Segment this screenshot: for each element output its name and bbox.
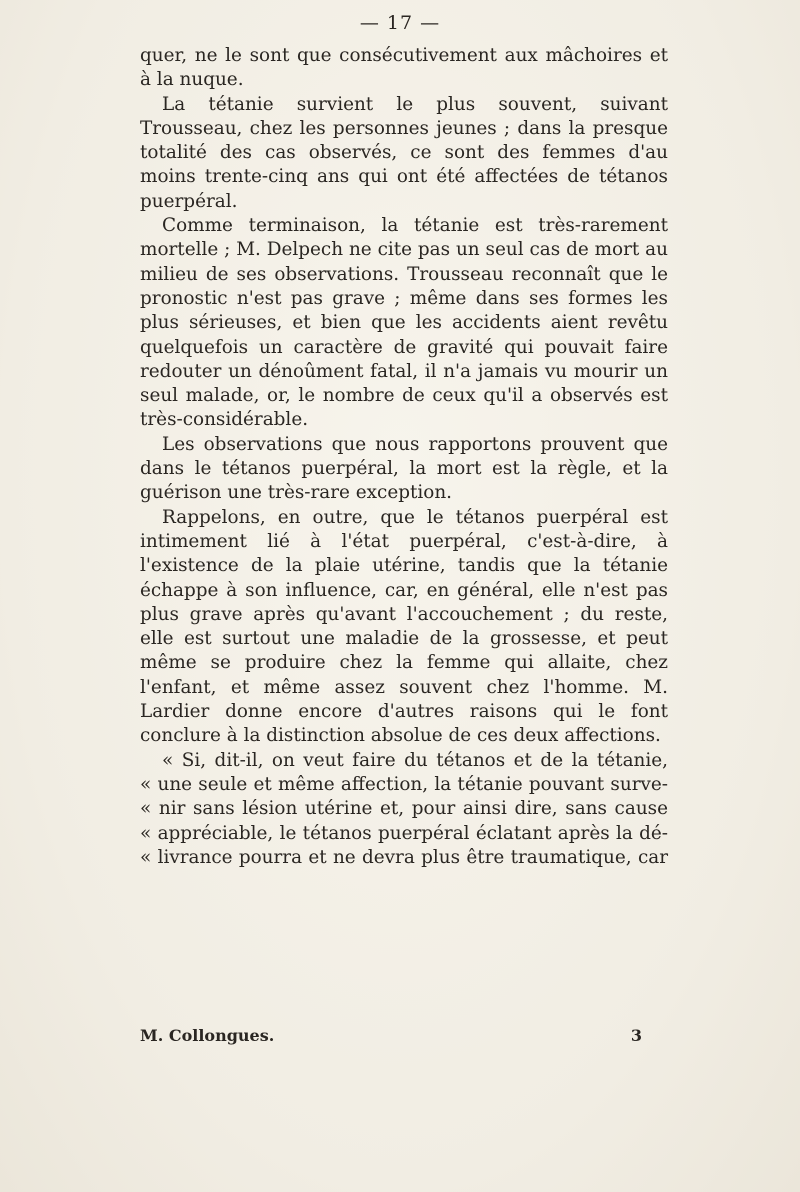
quote-line-5: « livrance pourra et ne devra plus être traumatique, car bbox=[140, 846, 668, 868]
paragraph-4: Les observations que nous rapportons prouvent que dans le tétanos puerpéral, la mort est la règle, et la guérison une très-rare exception. bbox=[140, 433, 668, 504]
paragraph-2: La tétanie survient le plus souvent, suivant Trousseau, chez les personnes jeunes ; dans la presque totalité des cas observés, ce sont des femmes d'au moins trente-cinq ans qui ont été affectées de tétanos puerpéral. bbox=[140, 93, 668, 212]
paragraph-5: Rappelons, en outre, que le tétanos puerpéral est intimement lié à l'état puerpéral, c'est-à-dire, à l'existence de la plaie utérine, tandis que la tétanie échappe à son influence, car, en général, elle n'est pas plus grave après qu'avant l'accouchement ; du reste, elle est surtout une maladie de la grossesse, et peut même se produire chez la femme qui allaite, chez l'enfant, et même assez souvent chez l'homme. M. Lardier donne encore d'autres raisons qui le font conclure à la distinction absolue de ces deux affections. bbox=[140, 506, 668, 747]
quote-line-3: « nir sans lésion utérine et, pour ainsi dire, sans cause bbox=[140, 798, 668, 820]
signature-line bbox=[140, 1026, 668, 1045]
signature-author: M. Collongues. bbox=[140, 1026, 275, 1045]
page-number: — 17 — bbox=[359, 12, 441, 34]
signature-number: 3 bbox=[630, 1026, 642, 1045]
paragraph-1: quer, ne le sont que consécutivement aux mâchoires et à la nuque. bbox=[140, 45, 668, 91]
quote-line-1: « Si, dit-il, on veut faire du tétanos et de la tétanie, bbox=[162, 749, 668, 771]
quote-line-2: « une seule et même affection, la tétanie pouvant surve- bbox=[140, 773, 668, 795]
body-text bbox=[140, 44, 668, 870]
quote-line-4: « appréciable, le tétanos puerpéral éclatant après la dé- bbox=[140, 822, 668, 844]
paragraph-3: Comme terminaison, la tétanie est très-rarement mortelle ; M. Delpech ne cite pas un seul cas de mort au milieu de ses observations. Trousseau reconnaît que le pronostic n'est pas grave ; même dans ses formes les plus sérieuses, et bien que les accidents aient revêtu quelquefois un caractère de gravité qui pouvait faire redouter un dénoûment fatal, il n'a jamais vu mourir un seul malade, or, le nombre de ceux qu'il a observés est très-considérable. bbox=[140, 215, 668, 431]
quotation bbox=[140, 749, 668, 870]
